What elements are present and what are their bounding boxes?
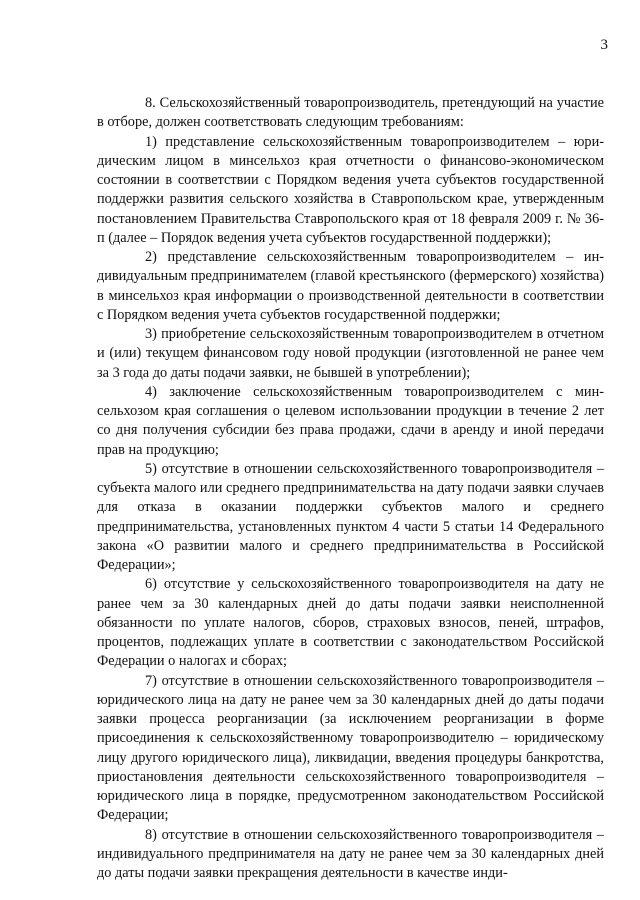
document-body [97, 94, 604, 883]
paragraph-item-7: 7) отсутствие в отношении сельскохозяйственного товаропроизводителя – юридического лица на дату не ранее чем за 30 календарных дней до даты подачи заявки процесса реорганизации (за исключением реорганизации в форме присоединения к сельскохозяйственному товаропроизводителю – юридическому лицу другого юридического лица), ликвидации, введения процедуры банкротства, приостановления деятельности сельскохозяйственного товаропроизводителя – юридического лица в порядке, предусмотренном законодательством Российской Федерации; [97, 672, 604, 824]
paragraph-requirements-intro: 8. Сельскохозяйственный товаропроизводитель, претендующий на участие в отборе, должен соответствовать следующим требованиям: [97, 95, 604, 131]
paragraph-item-2: 2) представление сельскохозяйственным товаропроизводителем – индивидуальным предпринимателем (главой крестьянского (фермерского) хозяйства) в минсельхоз края информации о производственной деятельности в соответствии с Порядком ведения учета субъектов государственной поддержки; [97, 249, 604, 323]
paragraph-item-4: 4) заключение сельскохозяйственным товаропроизводителем с минсельхозом края соглашения о целевом использовании продукции в течение 2 лет со дня получения субсидии без права продажи, сдачи в аренду и иной передачи прав на продукцию; [97, 383, 604, 458]
paragraph-item-3: 3) приобретение сельскохозяйственным товаропроизводителем в отчетном и (или) текущем финансовом году новой продукции (изготовленной не ранее чем за 3 года до даты подачи заявки, не бывшей в употреблении); [97, 326, 604, 381]
paragraph-item-6: 6) отсутствие у сельскохозяйственного товаропроизводителя на дату не ранее чем за 30 календарных дней до даты подачи заявки неисполненной обязанности по уплате налогов, сборов, страховых взносов, пеней, штрафов, процентов, подлежащих уплате в соответствии с законодательством Российской Федерации о налогах и сборах; [97, 576, 604, 670]
page-number: 3 [600, 37, 608, 53]
paragraph-item-8: 8) отсутствие в отношении сельскохозяйственного товаропроизводителя – индивидуального предпринимателя на дату не ранее чем за 30 календарных дней до даты подачи заявки прекращения деятельности в качестве инди- [97, 826, 604, 881]
paragraph-item-1: 1) представление сельскохозяйственным товаропроизводителем – юридическим лицом в минсельхоз края отчетности о финансово-экономическом состоянии в соответствии с Порядком ведения учета субъектов государственной поддержки развития сельского хозяйства в Ставропольском крае, утвержденным постановлением Правительства Ставропольского края от 18 февраля 2009 г. № 36-п (далее – Порядок ведения учета субъектов государственной поддержки); [97, 133, 604, 246]
paragraph-item-5: 5) отсутствие в отношении сельскохозяйственного товаропроизводителя – субъекта малого или среднего предпринимательства на дату подачи заявки случаев для отказа в оказании поддержки субъектов малого и среднего предпринимательства, установленных пунктом 4 части 5 статьи 14 Федерального закона «О развитии малого и среднего предпринимательства в Российской Федерации»; [97, 460, 604, 573]
